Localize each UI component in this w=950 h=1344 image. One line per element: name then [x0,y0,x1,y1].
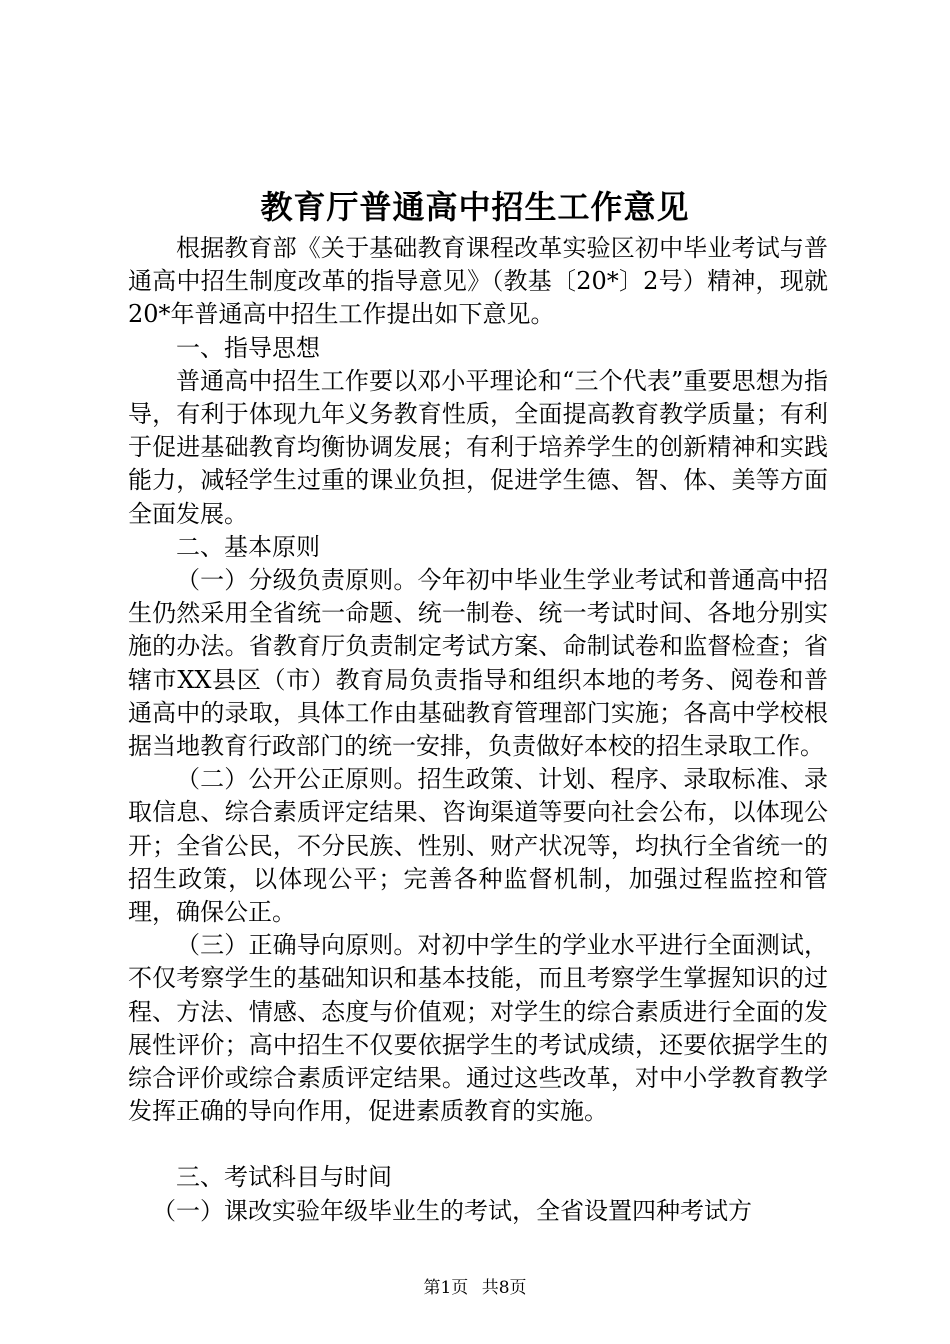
principle-correct-guidance-paragraph: （三）正确导向原则。对初中学生的学业水平进行全面测试，不仅考察学生的基础知识和基本技能，而且考察学生掌握知识的过程、方法、情感、态度与价值观；对学生的综合素质进行全面的发展性评价；高中招生不仅要依据学生的考试成绩，还要依据学生的综合评价或综合素质评定结果。通过这些改革，对中小学教育教学发挥正确的导向作用，促进素质教育的实施。 [128,931,828,1126]
section-heading-basic-principles: 二、基本原则 [176,532,320,561]
section-heading-guiding-ideology: 一、指导思想 [176,333,320,362]
document-title: 教育厅普通高中招生工作意见 [260,188,690,226]
page-footer [0,1275,950,1301]
exam-subjects-paragraph: （一）课改实验年级毕业生的考试，全省设置四种考试方 [152,1196,752,1225]
section-heading-exam-subjects-time: 三、考试科目与时间 [176,1163,392,1192]
principle-tiered-responsibility-paragraph: （一）分级负责原则。今年初中毕业生学业考试和普通高中招生仍然采用全省统一命题、统一制卷、统一考试时间、各地分别实施的办法。省教育厅负责制定考试方案、命制试卷和监督检查；省辖市XX县区（市）教育局负责指导和组织本地的考务、阅卷和普通高中的录取，具体工作由基础教育管理部门实施；各高中学校根据当地教育行政部门的统一安排，负责做好本校的招生录取工作。 [128,566,828,761]
guiding-ideology-paragraph: 普通高中招生工作要以邓小平理论和“三个代表”重要思想为指导，有利于体现九年义务教育性质，全面提高教育教学质量；有利于促进基础教育均衡协调发展；有利于培养学生的创新精神和实践能力，减轻学生过重的课业负担，促进学生德、智、体、美等方面全面发展。 [128,366,828,528]
page-number: 第1页 [423,1278,469,1298]
principle-openness-fairness-paragraph: （二）公开公正原则。招生政策、计划、程序、录取标准、录取信息、综合素质评定结果、咨询渠道等要向社会公布，以体现公开；全省公民，不分民族、性别、财产状况等，均执行全省统一的招生政策，以体现公平；完善各种监督机制，加强过程监控和管理，确保公正。 [128,765,828,927]
intro-paragraph: 根据教育部《关于基础教育课程改革实验区初中毕业考试与普通高中招生制度改革的指导意见》（教基〔20*〕2号）精神，现就20*年普通高中招生工作提出如下意见。 [128,234,828,329]
document-body [128,232,828,1228]
page-total: 共8页 [481,1278,527,1298]
